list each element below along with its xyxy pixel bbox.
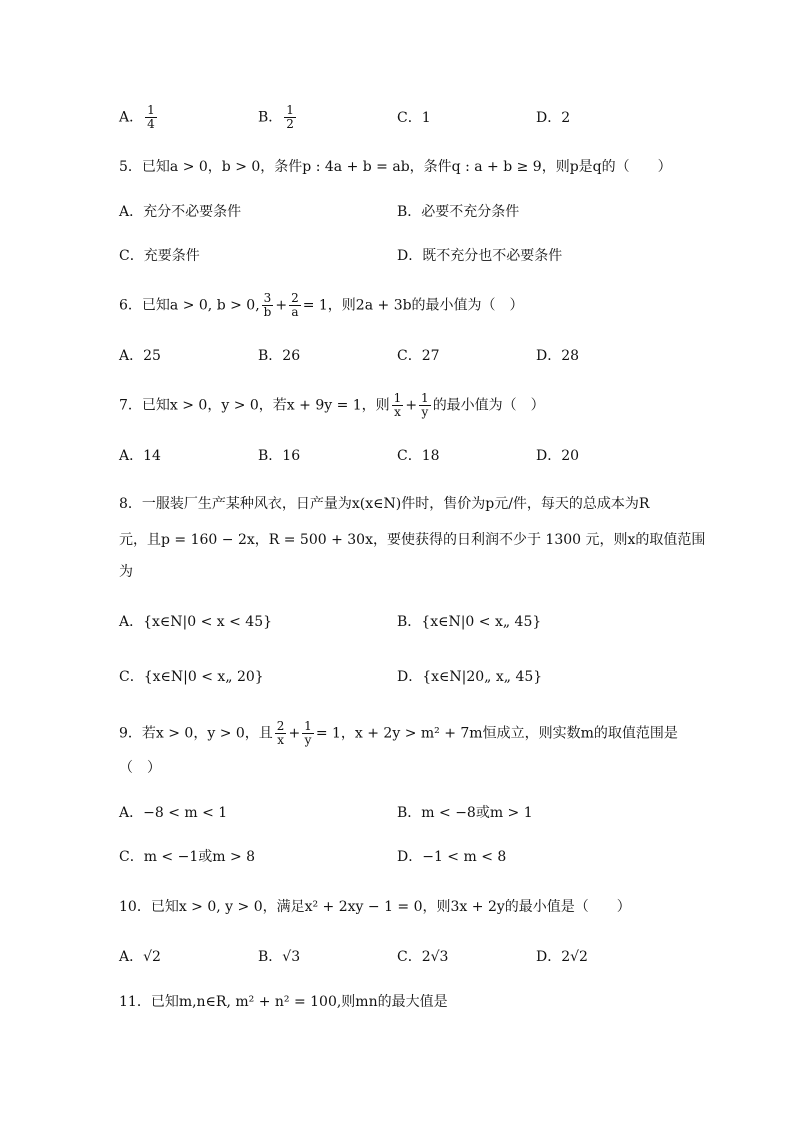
q7-option-a: A．14	[119, 448, 161, 464]
q4-option-c: C．1	[397, 110, 431, 126]
q8-option-d: D．{x∈N|20„ x„ 45}	[397, 669, 543, 685]
q9-option-b: B．m < −8或m > 1	[397, 805, 533, 821]
q8-option-a: A．{x∈N|0 < x < 45}	[119, 614, 273, 630]
q9-option-c: C．m < −1或m > 8	[119, 849, 256, 865]
q5-stem: 5．已知a > 0，b > 0，条件p : 4a + b = ab，条件q : a + b ≥ 9，则p是q的（ ）	[119, 159, 672, 175]
q5-option-a: A．充分不必要条件	[119, 204, 242, 220]
fraction: $\frac{1}{y}$	[421, 391, 429, 419]
q10-option-d: D．2√2	[536, 949, 588, 965]
q9-answer-bracket: （ ）	[119, 760, 161, 776]
q8-stem-line3: 为	[119, 564, 133, 580]
fraction: $\frac{2}{a}$	[291, 291, 299, 319]
q11-stem: 11．已知m,n∈R, m² + n² = 100,则mn的最大值是	[119, 994, 448, 1010]
q6-option-a: A．25	[119, 348, 161, 364]
q4-option-d: D．2	[536, 110, 571, 126]
q5-option-d: D．既不充分也不必要条件	[397, 248, 563, 264]
q8-option-b: B．{x∈N|0 < x„ 45}	[397, 614, 542, 630]
fraction: $\frac{1}{2}$	[286, 103, 294, 131]
q4-option-b: B． $\frac{1}{2}$	[258, 103, 294, 131]
fraction: $\frac{2}{x}$	[276, 719, 285, 747]
q6-option-c: C．27	[397, 348, 440, 364]
q7-option-c: C．18	[397, 448, 440, 464]
q8-stem-line1: 8．一服装厂生产某种风衣，日产量为x(x∈N)件时，售价为p元/件，每天的总成本为R	[119, 496, 650, 512]
q9-option-d: D．−1 < m < 8	[397, 849, 507, 865]
q10-stem: 10．已知x > 0, y > 0，满足x² + 2xy − 1 = 0，则3x + 2y的最小值是（ ）	[119, 899, 631, 915]
fraction: $\frac{1}{x}$	[393, 391, 402, 419]
q7-option-d: D．20	[536, 448, 580, 464]
q10-option-c: C．2√3	[397, 949, 449, 965]
q6-option-d: D．28	[536, 348, 580, 364]
q7-option-b: B．16	[258, 448, 301, 464]
q6-stem: 6．已知a > 0, b > 0, $\frac{3}{b}$ + $\frac{2}{a}$ = 1，则2a + 3b的最小值为（ ）	[119, 291, 524, 319]
fraction: $\frac{3}{b}$	[263, 291, 272, 319]
q5-option-c: C．充要条件	[119, 248, 200, 264]
q4-option-a: A． $\frac{1}{4}$	[119, 103, 155, 131]
q6-option-b: B．26	[258, 348, 301, 364]
q10-option-b: B．√3	[258, 949, 301, 965]
q8-stem-line2: 元，且p = 160 − 2x，R = 500 + 30x，要使获得的日利润不少于 1300 元，则x的取值范围	[119, 532, 706, 548]
fraction: $\frac{1}{y}$	[304, 719, 312, 747]
fraction: $\frac{1}{4}$	[147, 103, 155, 131]
q10-option-a: A．√2	[119, 949, 161, 965]
q8-option-c: C．{x∈N|0 < x„ 20}	[119, 669, 264, 685]
q5-option-b: B．必要不充分条件	[397, 204, 520, 220]
q9-stem: 9．若x > 0，y > 0，且 $\frac{2}{x}$ + $\frac{1}{y}$ = 1，x + 2y > m² + 7m恒成立，则实数m的取值范围是	[119, 719, 678, 747]
q9-option-a: A．−8 < m < 1	[119, 805, 228, 821]
q7-stem: 7．已知x > 0，y > 0，若x + 9y = 1，则 $\frac{1}{x}$ + $\frac{1}{y}$ 的最小值为（ ）	[119, 391, 545, 419]
